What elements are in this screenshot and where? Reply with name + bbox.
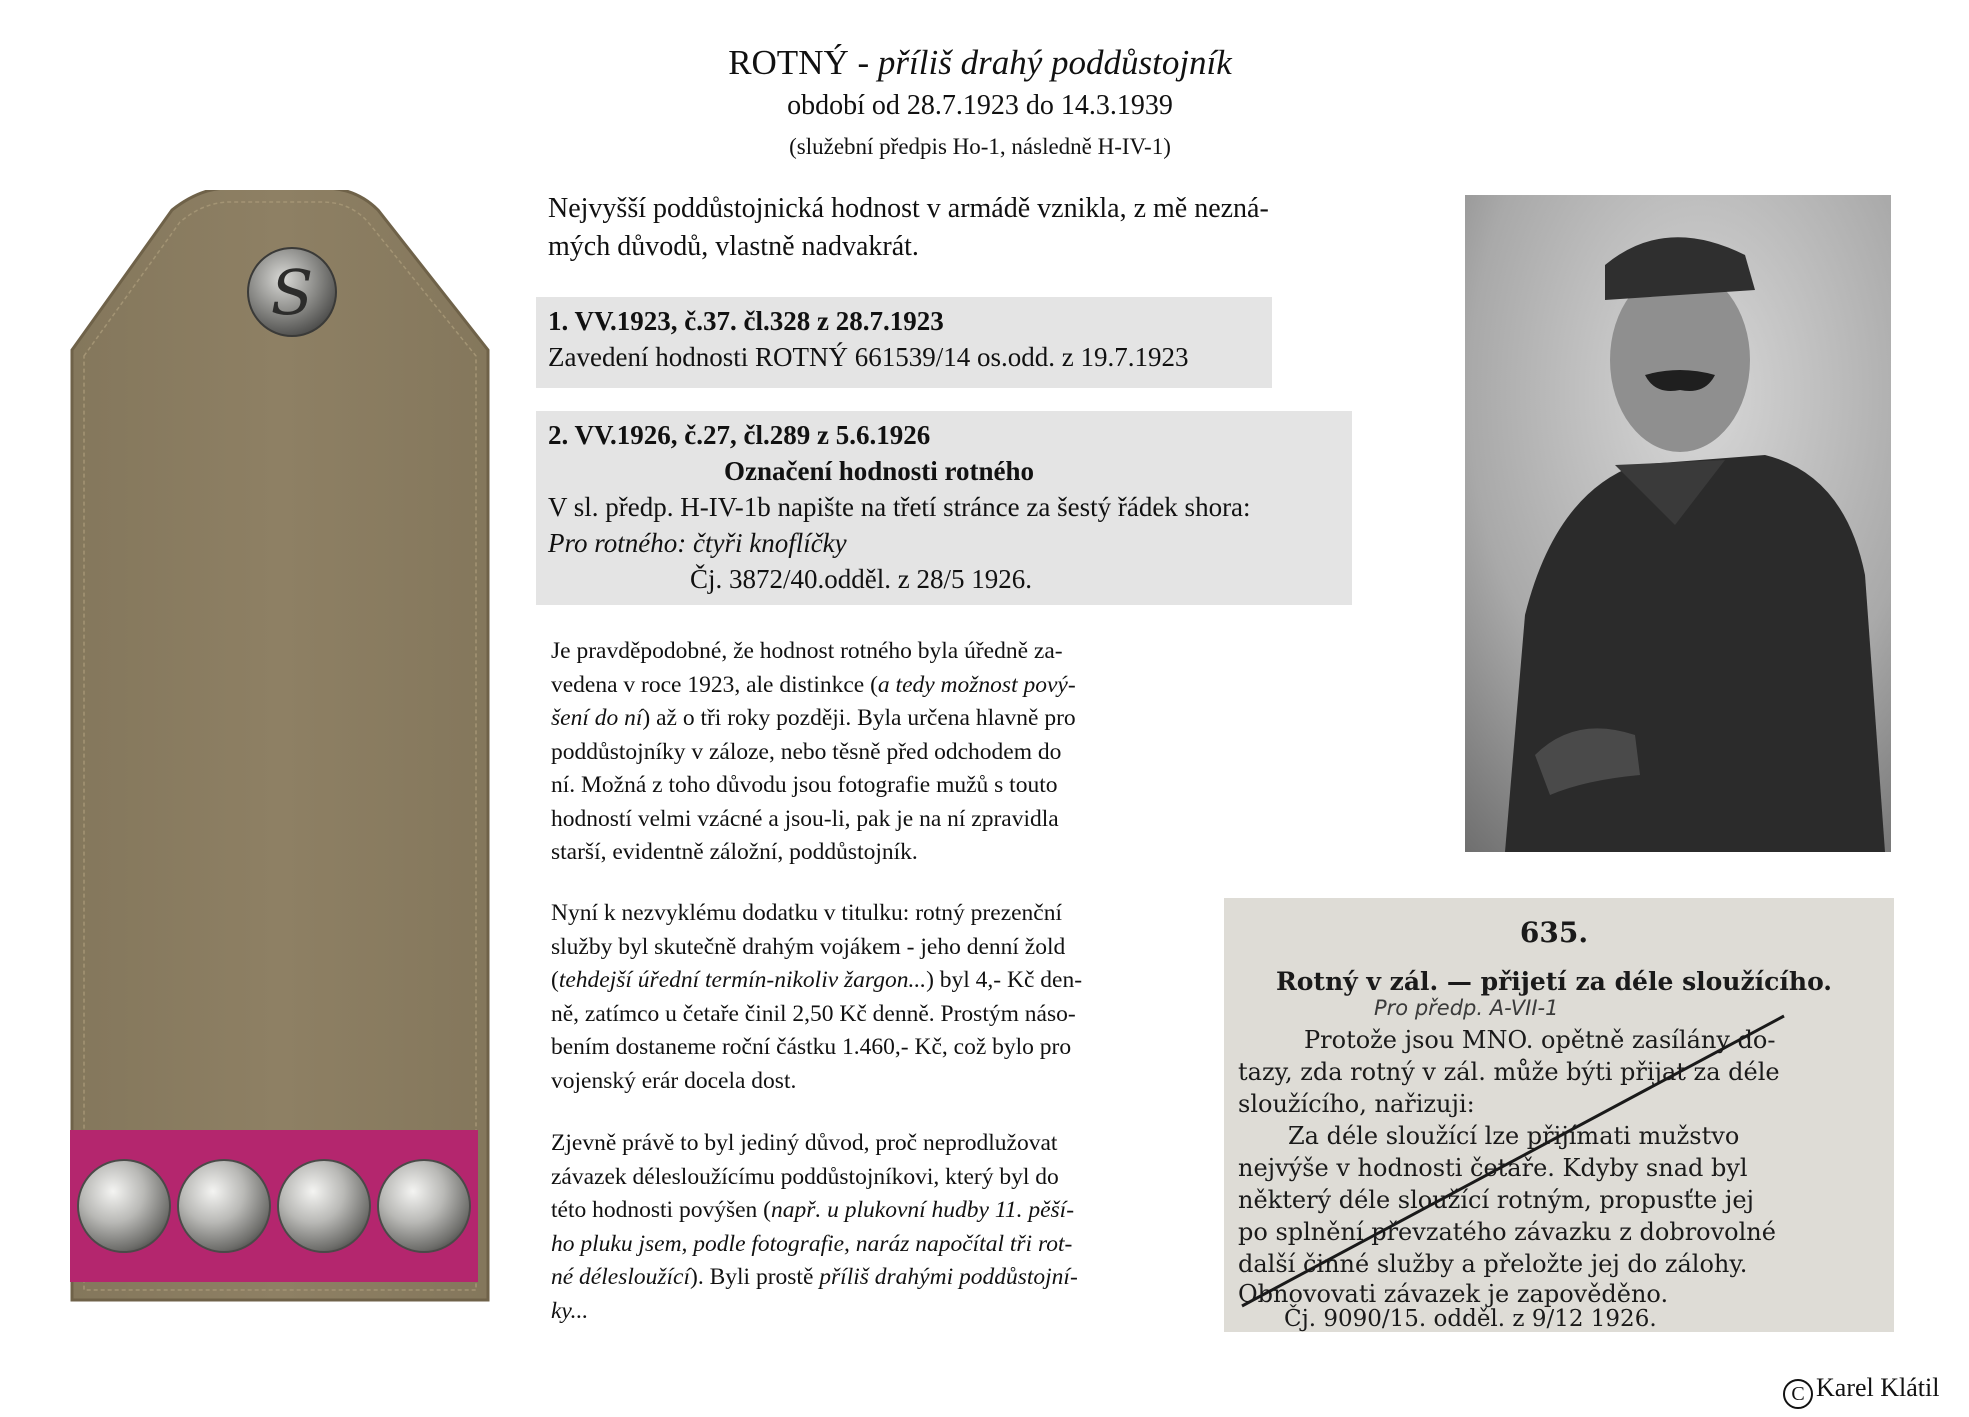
- clipping-line: některý déle sloužící rotným, propusťte jej: [1238, 1186, 1754, 1214]
- svg-text:S: S: [270, 256, 314, 329]
- rank-button: [278, 1160, 370, 1252]
- box2-subheading: Označení hodnosti rotného: [723, 456, 1035, 486]
- emblem-button: [248, 248, 336, 336]
- clipping-line: tazy, zda rotný v zál. může býti přijat za déle: [1238, 1058, 1780, 1086]
- regulation-box-2: [536, 411, 1352, 605]
- clipping-line: Obnovovati závazek je zapověděno.: [1238, 1280, 1669, 1308]
- rank-button: [178, 1160, 270, 1252]
- clipping-line: po splnění převzatého závazku z dobrovolné: [1238, 1218, 1776, 1246]
- clipping-number: 635.: [1519, 916, 1589, 949]
- box2-text: V sl. předp. H-IV-1b napište na třetí stránce za šestý řádek shora:: [548, 492, 1251, 522]
- rank-button: [78, 1160, 170, 1252]
- clipping-heading: Rotný v zál. — přijetí za déle sloužícího.: [1275, 967, 1833, 996]
- author-name: Karel Klátil: [1816, 1373, 1940, 1402]
- copyright-icon: C: [1783, 1379, 1813, 1409]
- copyright: [1783, 1371, 1939, 1409]
- clipping-line: další činné služby a přeložte jej do zálohy.: [1238, 1250, 1748, 1278]
- period-subtitle: období od 28.7.1923 do 14.3.1939: [787, 90, 1173, 121]
- rank-button: [378, 1160, 470, 1252]
- paragraph-3: Zjevně právě to byl jediný důvod, proč neprodlužovat závazek délesloužícímu poddůstojníkovi, který byl do této hodnosti povýšen (např. u plukovní hudby 11. pěší- ho pluku jsem, podle fotografie, naráz napočítal tři rot- né délesloužící). Byli prostě příliš drahými poddůstojní- ky...: [551, 1130, 1078, 1324]
- intro-text: Nejvyšší poddůstojnická hodnost v armádě vznikla, z mě nezná- mých důvodů, vlastně nadvakrát.: [548, 193, 1269, 262]
- clipping-line: nejvýše v hodnosti četaře. Kdyby snad byl: [1238, 1154, 1748, 1182]
- box2-reference: Čj. 3872/40.odděl. z 28/5 1926.: [690, 564, 1032, 594]
- paragraph-1: Je pravděpodobné, že hodnost rotného byla úředně za- vedena v roce 1923, ale distinkce (a tedy možnost pový- šení do ní) až o tři roky později. Byla určena hlavně pro poddůstojníky v záloze, nebo těsně před odchodem do ní. Možná z toho důvodu jsou fotografie mužů s touto hodností velmi vzácné a jsou-li, pak je na ní zpravidla starší, evidentně záložní, poddůstojník.: [551, 638, 1076, 865]
- regulation-box-1: [536, 297, 1272, 388]
- clipping-line: Za déle sloužící lze přijímati mužstvo: [1288, 1122, 1740, 1150]
- box1-text: Zavedení hodnosti ROTNÝ 661539/14 os.odd. z 19.7.1923: [548, 342, 1189, 372]
- page-title: ROTNÝ - příliš drahý poddůstojník: [728, 43, 1232, 82]
- box1-heading: 1. VV.1923, č.37. čl.328 z 28.7.1923: [548, 306, 944, 336]
- box2-italic: Pro rotného: čtyři knoflíčky: [548, 528, 847, 558]
- clipping-line: Protože jsou MNO. opětně zasílány do-: [1304, 1026, 1776, 1054]
- clipping-line: sloužícího, nařizuji:: [1238, 1090, 1475, 1118]
- regulation-note: (služební předpis Ho-1, následně H-IV-1): [789, 134, 1171, 159]
- shoulder-strap-illustration: [60, 190, 500, 1310]
- box2-heading: 2. VV.1926, č.27, čl.289 z 5.6.1926: [548, 420, 931, 450]
- title-block: [560, 40, 1400, 168]
- clipping-reference: Čj. 9090/15. odděl. z 9/12 1926.: [1284, 1306, 1657, 1332]
- portrait-photo: [1465, 195, 1891, 852]
- paragraph-2: Nyní k nezvyklému dodatku v titulku: rotný prezenční služby byl skutečně drahým vojákem - jeho denní žold (tehdejší úřední termín-nikoliv žargon...) byl 4,- Kč den- ně, zatímco u četaře činil 2,50 Kč denně. Prostým náso- bením dostaneme roční částku 1.460,- Kč, což bylo pro vojenský erár docela dost.: [551, 900, 1083, 1094]
- clipping-handwritten: Pro předp. A-VII-1: [1374, 996, 1559, 1020]
- regulation-clipping: [1224, 898, 1894, 1332]
